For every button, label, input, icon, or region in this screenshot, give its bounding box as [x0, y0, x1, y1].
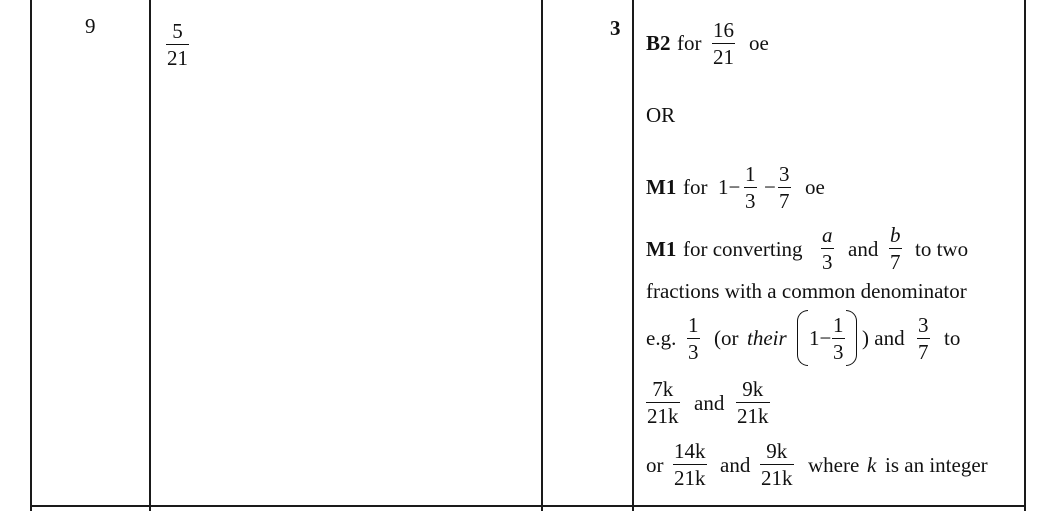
table-divider-2 — [541, 0, 543, 511]
m1-first-fraction-2-numerator: 3 — [779, 162, 790, 186]
k-fraction-3-denominator: 21k — [674, 466, 706, 491]
m1-second-fraction-b — [889, 224, 902, 273]
m1-second-fraction-a-numerator: a — [822, 223, 833, 247]
m1-first-minus: − — [764, 175, 776, 199]
answer-denominator: 21 — [167, 46, 188, 71]
m1-first-fraction-1-numerator: 1 — [745, 162, 756, 186]
k-fraction-1-denominator: 21k — [647, 404, 679, 429]
m1-second-fraction-a-bar — [821, 248, 834, 249]
k-fraction-4-numerator: 9k — [766, 439, 788, 463]
k-and-2: and — [720, 453, 751, 477]
answer-numerator: 5 — [172, 19, 183, 43]
m1-second-and: and — [848, 237, 879, 261]
m1-first-label: M1 — [646, 175, 677, 199]
m1-second-fraction-a — [821, 224, 834, 273]
m1-first-fraction-1-denominator: 3 — [745, 189, 756, 214]
m1-first-fraction-1-bar — [744, 187, 757, 188]
k-and-1: and — [694, 391, 725, 415]
marks-value: 3 — [610, 16, 621, 40]
k-fraction-4-bar — [760, 464, 794, 465]
table-divider-3 — [632, 0, 634, 511]
b2-oe: oe — [749, 31, 769, 55]
m1-second-to-two: to two — [915, 237, 969, 261]
eg-fraction-1-numerator: 1 — [688, 313, 699, 337]
eg-fraction-1 — [687, 314, 700, 363]
k-fraction-2-bar — [736, 402, 770, 403]
m1-second-fraction-b-bar — [889, 248, 902, 249]
common-denominator-text: fractions with a common denominator — [646, 279, 967, 303]
table-border-right — [1024, 0, 1026, 511]
k-fraction-4 — [760, 440, 794, 489]
eg-fraction-1-bar — [687, 338, 700, 339]
eg-close-and: ) and — [862, 326, 905, 350]
m1-first-one-minus: 1− — [718, 175, 741, 199]
m1-first-fraction-2 — [778, 163, 791, 212]
m1-second-fraction-b-denominator: 7 — [890, 250, 901, 275]
integer-text: is an integer — [885, 453, 988, 477]
eg-inner-fraction-numerator: 1 — [833, 313, 844, 337]
table-border-left — [30, 0, 32, 511]
k-fraction-2-denominator: 21k — [737, 404, 769, 429]
k-fraction-1 — [646, 378, 680, 427]
m1-first-for: for — [683, 175, 708, 199]
answer-fraction — [166, 20, 189, 69]
eg-fraction-2-numerator: 3 — [918, 313, 929, 337]
question-number: 9 — [85, 14, 96, 38]
eg-or-open: (or — [714, 326, 739, 350]
eg-fraction-2-denominator: 7 — [918, 340, 929, 365]
k-fraction-1-bar — [646, 402, 680, 403]
m1-first-fraction-2-denominator: 7 — [779, 189, 790, 214]
k-fraction-3 — [673, 440, 707, 489]
b2-denominator: 21 — [713, 45, 734, 70]
m1-first-fraction-2-bar — [778, 187, 791, 188]
k-fraction-4-denominator: 21k — [761, 466, 793, 491]
k-fraction-3-numerator: 14k — [674, 439, 706, 463]
b2-label: B2 — [646, 31, 671, 55]
eg-inner-fraction-bar — [832, 338, 845, 339]
m1-first-fraction-1 — [744, 163, 757, 212]
or-label: OR — [646, 103, 676, 127]
eg-fraction-1-denominator: 3 — [688, 340, 699, 365]
k-fraction-2 — [736, 378, 770, 427]
eg-inner-fraction-denominator: 3 — [833, 340, 844, 365]
eg-big-paren-left — [797, 310, 808, 366]
or-word: or — [646, 453, 664, 477]
eg-inner-fraction — [832, 314, 845, 363]
b2-numerator: 16 — [713, 18, 734, 42]
eg-big-paren-right — [846, 310, 857, 366]
eg-fraction-2-bar — [917, 338, 930, 339]
table-row-bottom-border — [30, 505, 1026, 507]
table-divider-1 — [149, 0, 151, 511]
eg-to: to — [944, 326, 961, 350]
eg-one-minus: 1− — [809, 326, 832, 350]
m1-second-fraction-b-numerator: b — [890, 223, 901, 247]
k-fraction-1-numerator: 7k — [652, 377, 674, 401]
k-fraction-3-bar — [673, 464, 707, 465]
m1-first-oe: oe — [805, 175, 825, 199]
eg-label: e.g. — [646, 326, 677, 350]
m1-second-for-converting: for converting — [683, 237, 803, 261]
where-text: where — [808, 453, 860, 477]
eg-fraction-2 — [917, 314, 930, 363]
m1-second-fraction-a-denominator: 3 — [822, 250, 833, 275]
k-fraction-2-numerator: 9k — [742, 377, 764, 401]
b2-fraction — [712, 19, 735, 68]
k-variable: k — [867, 453, 877, 477]
b2-fraction-bar — [712, 43, 735, 44]
answer-fraction-bar — [166, 44, 189, 45]
b2-for: for — [677, 31, 702, 55]
m1-second-label: M1 — [646, 237, 677, 261]
eg-their: their — [747, 326, 787, 350]
